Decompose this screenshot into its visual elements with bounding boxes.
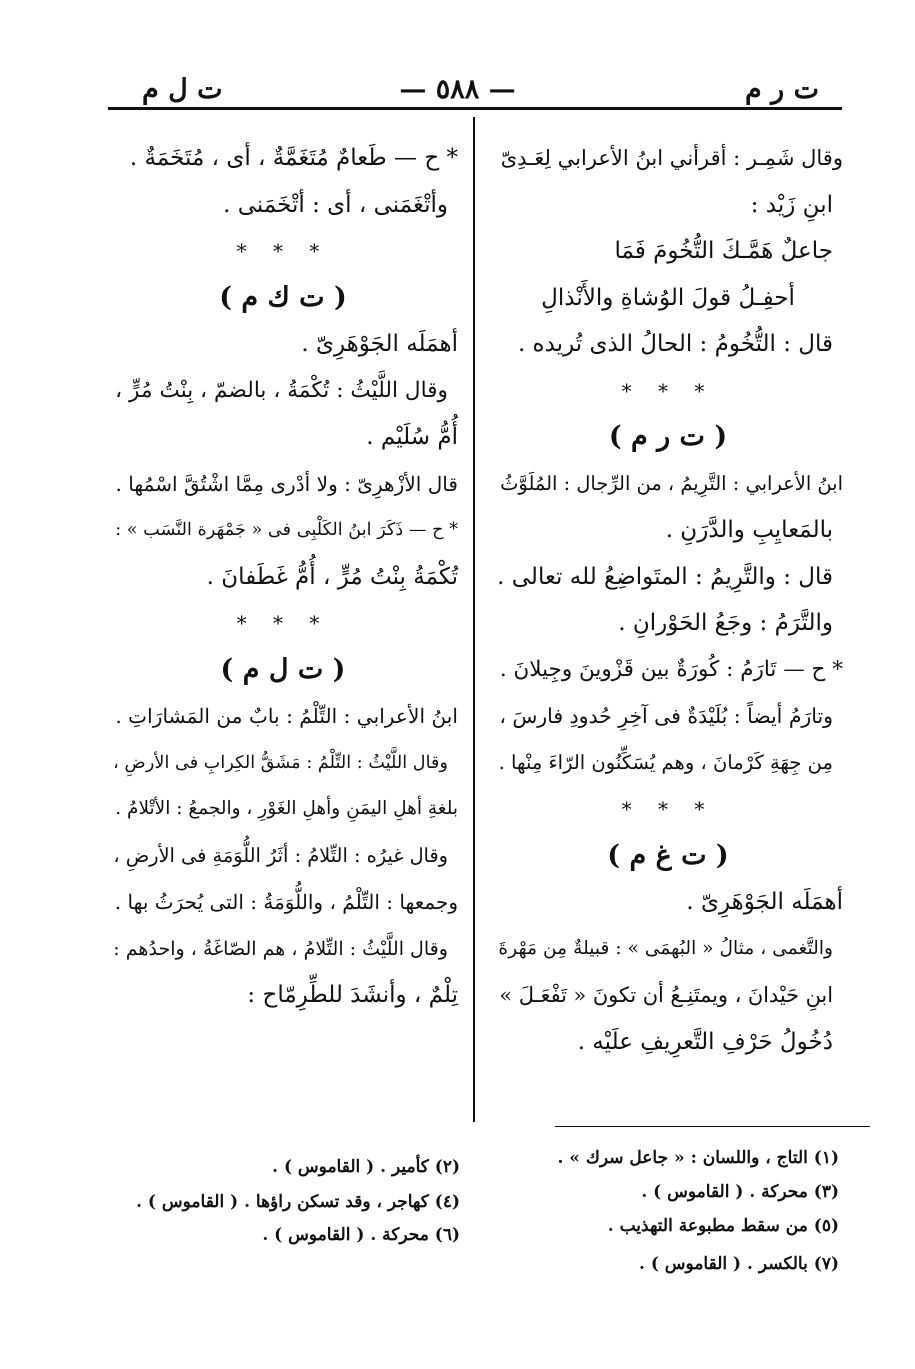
text-line: قال : التُّخُومُ : الحالُ الذى تُريده .	[517, 331, 833, 357]
text-line: والتَّرَمُ : وجَعُ الحَوْرانِ .	[618, 610, 833, 636]
text-line: وأتْغَمَنى ، أى : أتْخَمَنى .	[223, 191, 448, 218]
text-line: وقال شَمِـر : أقرأني ابنُ الأعرابي لِعَـدِىّ	[500, 145, 843, 170]
text-line: ابنِ زَيْد :	[750, 191, 833, 218]
section-separator: * * *	[621, 797, 715, 821]
text-line: قال : والتَّرِيمُ : المتَواضِعُ لله تعالى .	[497, 563, 833, 590]
header-root-left: ت ل م	[142, 74, 223, 105]
text-line: تُكْمَةُ بِنْتُ مُرٍّ ، أُمُّ غَطَفانَ .	[206, 563, 458, 590]
text-line: وقال اللَّيْثُ : التِّلامُ ، هم الصّاغَةُ ، واحدُهم :	[113, 937, 448, 960]
footnote-rule	[555, 1126, 870, 1127]
text-line: * ح — ذَكَرَ ابنُ الكَلْبِى فى « جَمْهَرة النَّسَب » :	[115, 520, 458, 540]
section-separator: * * *	[236, 239, 330, 263]
footnote: (٣) محركة . ( القاموس ) .	[641, 1182, 839, 1202]
footnote: (٤) كهاجر ، وقد تسكن راؤها . ( القاموس ) .	[136, 1192, 460, 1212]
verse-line: جاعلٌ هَمَّـكَ التُّخُومَ فَمَا	[614, 238, 833, 264]
text-line: مِن جِهَةِ كَرْمانَ ، وهم يُسَكِّنُون الرّاءَ مِنْها .	[498, 750, 833, 774]
text-line: * ح — تَارَمُ : كُورَةٌ بين قَزْوينَ وجِيلانَ .	[499, 656, 843, 682]
right-column	[493, 135, 843, 1065]
column-divider	[473, 117, 475, 1122]
text-line: وقال غيرُه : التِّلامُ : أثَرُ اللُّوَمَةِ فى الأرضِ ،	[113, 843, 448, 867]
text-line: أُمُّ سُلَيْم .	[366, 424, 458, 450]
text-line: أهمَلَه الجَوْهَرِىّ .	[686, 889, 843, 915]
text-line: ابنِ حَيْدانَ ، ويمتَنِـعُ أن تكونَ « تَفْعَـلَ »	[499, 983, 833, 1007]
left-column	[108, 135, 458, 1019]
footnote: (٧) بالكسر . ( القاموس ) .	[638, 1254, 839, 1274]
footnote: (٢) كأمير . ( القاموس ) .	[272, 1157, 460, 1177]
text-line: بالمَعايِبِ والدَّرَنِ .	[665, 517, 833, 543]
footnote: (١) التاج ، واللسان : « جاعل سرك » .	[557, 1148, 839, 1168]
text-line: والتَّغمى ، مثالُ « البُهمَى » : قبيلةٌ مِن مَهْرةَ	[498, 937, 833, 959]
page-number: — ٥٨٨ —	[399, 74, 516, 105]
header-root-right: ت ر م	[745, 74, 819, 105]
footnote: (٦) محركة . ( القاموس ) .	[262, 1225, 460, 1245]
text-line: ابنُ الأعرابي : التَّرِيمُ ، من الرِّجال : المُلَوَّثُ	[500, 471, 843, 495]
text-line: قال الأزْهرِىّ : ولا أدْرى مِمَّا اشْتُقَّ اسْمُها .	[115, 471, 458, 496]
header-rule	[108, 107, 842, 110]
footnote: (٥) من سقط مطبوعة التهذيب .	[607, 1216, 839, 1236]
text-line: بلغةِ أهلِ اليمَنِ وأهلِ الغَوْرِ ، والجمعُ : الأتْلامُ .	[115, 798, 458, 819]
section-heading: ( ت ر م )	[608, 421, 728, 452]
text-line: وجمعها : التِّلْمُ ، واللُّوَمَةُ : التى يُحرَثُ بها .	[114, 890, 458, 914]
section-separator: * * *	[621, 378, 715, 403]
section-separator: * * *	[236, 611, 330, 635]
text-line: أهمَلَه الجَوْهَرِىّ .	[301, 331, 458, 357]
text-line: * ح — طَعامٌ مُتَغَمَّةٌ ، أى ، مُتَخَمَةٌ .	[129, 145, 458, 171]
text-line: وقال اللَّيْثُ : التِّلْمُ : مَشَقُّ الكِرابِ فى الأرضِ ،	[113, 752, 448, 773]
verse-line: أحفِـلُ قولَ الوُشاةِ والأَنْذالِ	[541, 284, 795, 311]
section-heading: ( ت ك م )	[219, 281, 347, 313]
text-line: دُخُولُ حَرْفِ التَّعرِيفِ علَيْه .	[577, 1028, 833, 1055]
text-line: وتارَمُ أيضاً : بُلَيْدَةٌ فى آخِرِ حُدودِ فارسَ ،	[499, 704, 833, 728]
text-line: تِلْمٌ ، وأنشَدَ للطِّرِمّاح :	[247, 982, 458, 1008]
section-heading: ( ت غ م )	[607, 839, 729, 871]
text-line: ابنُ الأعرابي : التِّلْمُ : بابٌ من المَشارَاتِ .	[115, 704, 458, 728]
text-line: وقال اللَّيْثُ : تُكْمَةُ ، بالضمّ ، بِنْتُ مُرٍّ ،	[115, 377, 448, 403]
section-heading: ( ت ل م )	[220, 653, 346, 685]
